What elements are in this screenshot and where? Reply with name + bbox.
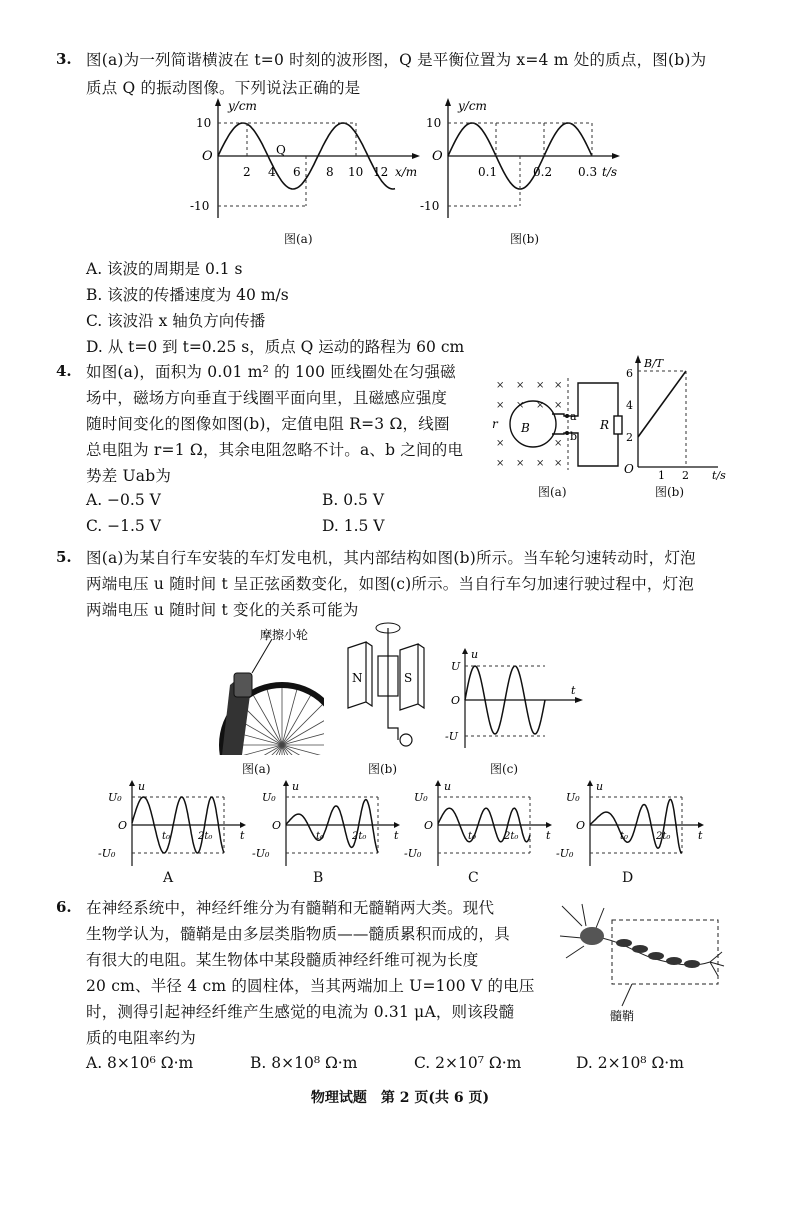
q4-option-b[interactable]: B. 0.5 V (322, 491, 385, 509)
wave-x-label: x/m (395, 165, 418, 179)
question-3-number: 3. (56, 50, 72, 68)
question-3-stem-line-1: 图(a)为一列简谐横波在 t=0 时刻的波形图，Q 是平衡位置为 x=4 m 处的质点，图(b)为 (86, 51, 707, 69)
wave-x-tick: 10 (348, 165, 364, 179)
myelin-segment (684, 960, 700, 968)
field-graph-y-label: B/T (644, 357, 664, 370)
vibration-y-label: y/cm (458, 99, 487, 113)
myelin-segment (648, 952, 664, 960)
choice-d-graph[interactable] (554, 780, 704, 870)
field-line (638, 371, 686, 437)
myelin-segment (616, 939, 632, 947)
field-graph-y-tick: 4 (626, 399, 633, 412)
q6-option-a[interactable]: A. 8×10⁶ Ω·m (86, 1054, 194, 1072)
wave-x-tick: 4 (268, 165, 276, 179)
vibration-graph-figure (420, 98, 630, 223)
choice-neg-label: -U₀ (98, 847, 116, 860)
vibration-x-tick: 0.1 (478, 165, 498, 179)
wave-x-tick: 12 (373, 165, 389, 179)
field-x-mark: × (554, 438, 563, 449)
question-6-stem-line: 时，测得引起神经纤维产生感觉的电流为 0.31 μA，则该段髓 (86, 1003, 515, 1021)
question-5-stem-line: 两端电压 u 随时间 t 呈正弦函数变化，如图(c)所示。当自行车匀加速行驶过程中，灯泡 (86, 575, 694, 593)
choice-neg-label: -U₀ (252, 847, 270, 860)
figure-5a-caption: 图(a) (242, 762, 271, 776)
choice-d-letter[interactable]: D (622, 870, 634, 886)
generator-structure-figure (340, 620, 440, 750)
field-x-mark: × (516, 458, 525, 469)
wave-origin: O (202, 149, 213, 164)
friction-wheel-label: 摩擦小轮 (260, 628, 309, 642)
page-footer: 物理试题 第 2 页(共 6 页) (310, 1090, 490, 1106)
coil-resistance-label: r (492, 417, 498, 431)
q4-option-c[interactable]: C. −1.5 V (86, 517, 161, 535)
choice-curve (286, 800, 378, 853)
field-x-mark: × (516, 400, 525, 411)
choice-origin: O (272, 819, 282, 832)
figure-5c-caption: 图(c) (490, 762, 519, 776)
neuron-figure (552, 896, 732, 1026)
question-6-stem-line: 在神经系统中，神经纤维分为有髓鞘和无髓鞘两大类。现代 (86, 899, 495, 917)
q3-option-d[interactable]: D. 从 t=0 到 t=0.25 s，质点 Q 运动的路程为 60 cm (86, 338, 465, 356)
choice-c-graph[interactable] (402, 780, 552, 870)
bicycle-wheel-figure (212, 625, 324, 755)
choice-curve (590, 799, 682, 853)
choice-origin: O (424, 819, 434, 832)
choice-2t0-label: 2t₀ (504, 831, 519, 842)
question-4-stem-line: 势差 Uab为 (86, 467, 172, 485)
question-5-number: 5. (56, 548, 72, 566)
field-x-mark: × (496, 438, 505, 449)
question-4-stem-line: 场中，磁场方向垂直于线圈平面向里，且磁感应强度 (86, 389, 448, 407)
choice-a-letter[interactable]: A (163, 870, 174, 886)
choice-origin: O (576, 819, 586, 832)
figure-5b-caption: 图(b) (368, 762, 398, 776)
voltage-time-graph (445, 648, 585, 753)
myelin-label: 髓鞘 (610, 1009, 635, 1023)
question-6-stem-line: 有很大的电阻。某生物体中某段髓质神经纤维可视为长度 (86, 951, 479, 969)
field-x-mark: × (496, 400, 505, 411)
question-6-stem-line: 20 cm、半径 4 cm 的圆柱体，当其两端加上 U=100 V 的电压 (86, 977, 535, 995)
magnet-south-label: S (404, 671, 413, 685)
field-x-mark: × (516, 380, 525, 391)
vibration-y-tick: -10 (420, 199, 440, 213)
choice-x-label: t (546, 829, 551, 842)
field-label: B (521, 421, 530, 435)
terminal-a-label: a (570, 410, 577, 423)
field-x-mark: × (554, 458, 563, 469)
choice-b-letter[interactable]: B (313, 870, 324, 886)
choice-neg-label: -U₀ (404, 847, 422, 860)
voltage-graph-y-label: u (471, 648, 479, 661)
choice-2t0-label: 2t₀ (352, 831, 367, 842)
vibration-x-label: t/s (602, 165, 618, 179)
wave-x-tick: 2 (243, 165, 251, 179)
choice-y-label: u (596, 780, 604, 793)
voltage-graph-pos: U (451, 660, 461, 673)
question-5-stem-line: 两端电压 u 随时间 t 变化的关系可能为 (86, 601, 359, 619)
question-5-stem-line: 图(a)为某自行车安装的车灯发电机，其内部结构如图(b)所示。当车轮匀速转动时，灯泡 (86, 549, 696, 567)
field-graph-y-tick: 6 (626, 367, 633, 380)
choice-x-label: t (394, 829, 399, 842)
figure-4b-caption: 图(b) (655, 485, 685, 499)
myelin-segment (666, 957, 682, 965)
choice-t0-label: t₀ (162, 831, 171, 842)
figure-3b-caption: 图(b) (510, 232, 540, 246)
choice-pos-label: U₀ (566, 791, 580, 804)
question-6-number: 6. (56, 898, 72, 916)
resistor-label: R (600, 418, 610, 432)
wave-graph-figure (190, 98, 430, 223)
wave-y-tick-pos: 10 (196, 116, 212, 130)
choice-b-graph[interactable] (250, 780, 400, 870)
field-x-mark: × (496, 458, 505, 469)
question-4-stem-line: 随时间变化的图像如图(b)，定值电阻 R=3 Ω，线圈 (86, 415, 450, 433)
field-x-mark: × (554, 400, 563, 411)
voltage-graph-origin: O (451, 694, 461, 707)
wave-y-tick-neg: -10 (190, 199, 210, 213)
question-6-stem-line: 生物学认为，髓鞘是由多层类脂物质——髓质累积而成的，具 (86, 925, 510, 943)
choice-t0-label: t₀ (316, 831, 325, 842)
field-x-mark: × (536, 400, 545, 411)
q3-option-c[interactable]: C. 该波沿 x 轴负方向传播 (86, 312, 266, 330)
choice-y-label: u (138, 780, 146, 793)
figure-4a-caption: 图(a) (538, 485, 567, 499)
question-4-stem-line: 如图(a)，面积为 0.01 m² 的 100 匝线圈处在匀强磁 (86, 363, 456, 381)
voltage-graph-neg: -U (445, 730, 458, 743)
choice-y-label: u (292, 780, 300, 793)
vibration-y-tick: 10 (426, 116, 442, 130)
wheel-spoke (282, 730, 324, 745)
vibration-x-tick: 0.2 (533, 165, 553, 179)
voltage-graph-x-label: t (571, 684, 576, 697)
figure-3a-caption: 图(a) (284, 232, 313, 246)
wheel-spoke (267, 690, 282, 745)
choice-pos-label: U₀ (414, 791, 428, 804)
field-graph-x-label: t/s (712, 469, 726, 480)
choice-c-letter[interactable]: C (468, 870, 479, 886)
field-x-mark: × (496, 380, 505, 391)
field-x-mark: × (554, 380, 563, 391)
choice-pos-label: U₀ (262, 791, 276, 804)
choice-origin: O (118, 819, 128, 832)
wave-y-label: y/cm (228, 99, 257, 113)
choice-t0-label: t₀ (620, 831, 629, 842)
field-graph-origin: O (624, 462, 634, 476)
q6-option-b[interactable]: B. 8×10⁸ Ω·m (250, 1054, 358, 1072)
myelin-segment (632, 945, 648, 953)
choice-x-label: t (240, 829, 245, 842)
choice-t0-label: t₀ (468, 831, 477, 842)
question-4-stem-line: 总电阻为 r=1 Ω，其余电阻忽略不计。a、b 之间的电 (86, 441, 464, 459)
coil-circuit-figure (488, 378, 628, 478)
field-graph-x-tick: 1 (658, 469, 665, 480)
q4-option-a[interactable]: A. −0.5 V (86, 491, 161, 509)
question-3-stem-line-2: 质点 Q 的振动图像。下列说法正确的是 (86, 79, 361, 97)
coil-circle (510, 401, 556, 447)
q3-option-a[interactable]: A. 该波的周期是 0.1 s (86, 260, 243, 278)
wave-x-tick: 6 (293, 165, 301, 179)
field-time-graph (620, 355, 730, 480)
choice-2t0-label: 2t₀ (198, 831, 213, 842)
choice-neg-label: -U₀ (556, 847, 574, 860)
question-6-stem-line: 质的电阻率约为 (86, 1029, 196, 1047)
q6-option-c[interactable]: C. 2×10⁷ Ω·m (414, 1054, 522, 1072)
q6-option-d[interactable]: D. 2×10⁸ Ω·m (576, 1054, 684, 1072)
choice-2t0-label: 2t₀ (656, 831, 671, 842)
choice-y-label: u (444, 780, 452, 793)
magnet-north-label: N (352, 671, 363, 685)
terminal-b-label: b (570, 430, 578, 443)
q3-option-b[interactable]: B. 该波的传播速度为 40 m/s (86, 286, 289, 304)
vibration-origin: O (432, 149, 443, 164)
field-x-mark: × (536, 380, 545, 391)
q4-option-d[interactable]: D. 1.5 V (322, 517, 385, 535)
choice-pos-label: U₀ (108, 791, 122, 804)
choice-a-graph[interactable] (96, 780, 246, 870)
question-4-number: 4. (56, 362, 72, 380)
field-x-mark: × (536, 458, 545, 469)
field-graph-x-tick: 2 (682, 469, 689, 480)
field-graph-y-tick: 2 (626, 431, 633, 444)
wheel-spoke (282, 745, 324, 755)
vibration-x-tick: 0.3 (578, 165, 598, 179)
wave-point-q: Q (276, 143, 286, 157)
wheel-spoke (282, 690, 297, 745)
wave-x-tick: 8 (326, 165, 334, 179)
choice-x-label: t (698, 829, 703, 842)
